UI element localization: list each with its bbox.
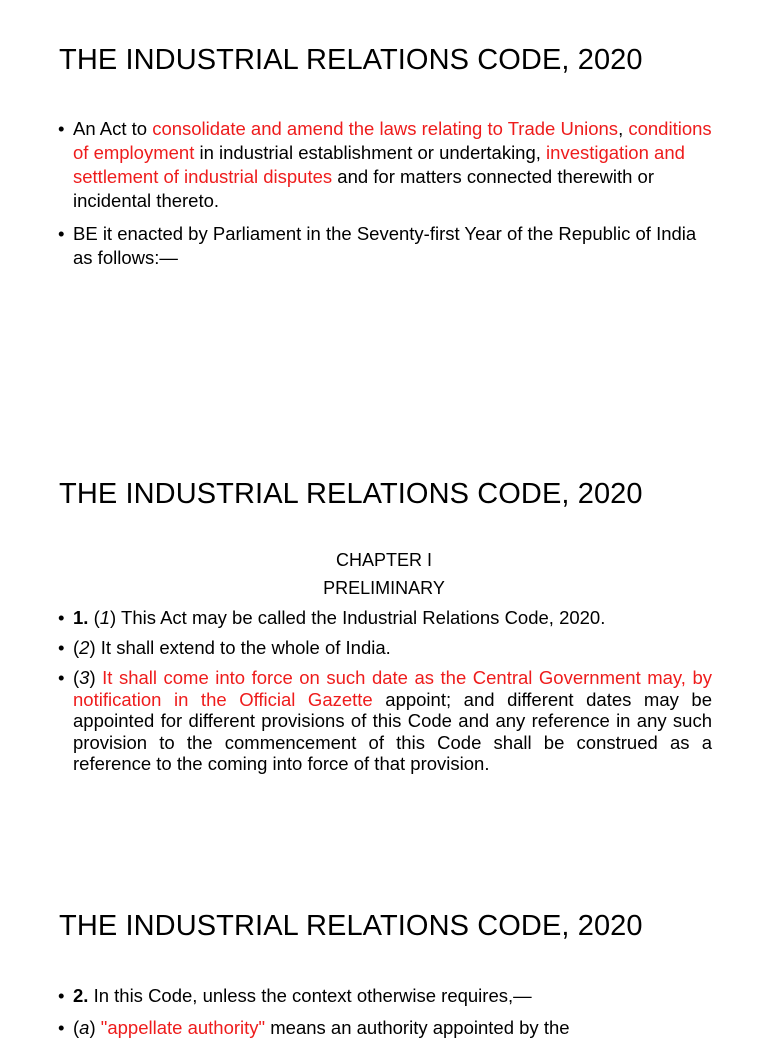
text-run: ) <box>89 1017 101 1038</box>
slide-title: THE INDUSTRIAL RELATIONS CODE, 2020 <box>59 478 643 510</box>
subsection-number: 2 <box>79 637 90 658</box>
slide-1 <box>0 0 768 432</box>
section-number: 1. <box>73 607 89 628</box>
bullet-act-purpose <box>58 117 712 213</box>
text-run: and for matters connected therewith or incidental thereto. <box>73 166 655 211</box>
bullet-section-1-3 <box>58 667 712 775</box>
subsection-number: a <box>79 1017 90 1038</box>
text-run: ( <box>73 637 80 658</box>
bullet-section-1-1 <box>58 607 712 629</box>
text-run: In this Code, unless the context otherwise requires,— <box>88 985 532 1006</box>
text-run: ( <box>73 667 80 688</box>
chapter-heading: CHAPTER I <box>335 550 432 570</box>
bullet-section-2-a <box>58 1016 712 1040</box>
text-run: , <box>618 118 629 139</box>
bullet-list <box>58 607 712 783</box>
bullet-list <box>58 984 712 1048</box>
subsection-number: 3 <box>79 667 90 688</box>
text-run: ( <box>88 607 100 628</box>
highlight-text: It shall come into force on such date as the Central Government may, by notification in the Official Gazette <box>73 667 712 710</box>
text-run: in industrial establishment or undertaking, <box>194 142 547 163</box>
highlight-text: conditions of employment <box>73 118 712 163</box>
text-run: BE it enacted by Parliament in the Seventy-first Year of the Republic of India as follows:— <box>73 223 697 268</box>
slide-title: THE INDUSTRIAL RELATIONS CODE, 2020 <box>59 44 643 76</box>
highlight-text: "appellate authority" <box>100 1017 266 1038</box>
slide-3 <box>0 864 768 1038</box>
text-run: ( <box>73 1017 80 1038</box>
text-run: An Act to <box>73 118 153 139</box>
highlight-text: consolidate and amend the laws relating to Trade Unions <box>152 118 619 139</box>
text-run: ) It shall extend to the whole of India. <box>89 637 391 658</box>
text-run: appoint; and different dates may be appointed for different provisions of this Code and any reference in any such provision to the commencement of this Code shall be construed as a reference to the coming into force of that provision. <box>73 688 712 775</box>
slide-2 <box>0 432 768 864</box>
section-number: 2. <box>73 985 89 1006</box>
highlight-text: investigation and settlement of industrial disputes <box>73 142 685 187</box>
subsection-number: 1 <box>99 607 111 628</box>
text-run: ) <box>89 667 103 688</box>
bullet-section-2 <box>58 984 712 1008</box>
bullet-list <box>58 117 712 279</box>
slide-title: THE INDUSTRIAL RELATIONS CODE, 2020 <box>59 910 643 942</box>
text-run: means an authority appointed by the <box>265 1017 570 1038</box>
bullet-section-1-2 <box>58 637 712 659</box>
bullet-enactment <box>58 222 712 270</box>
chapter-title: PRELIMINARY <box>323 578 445 598</box>
text-run: ) This Act may be called the Industrial Relations Code, 2020. <box>110 607 606 628</box>
